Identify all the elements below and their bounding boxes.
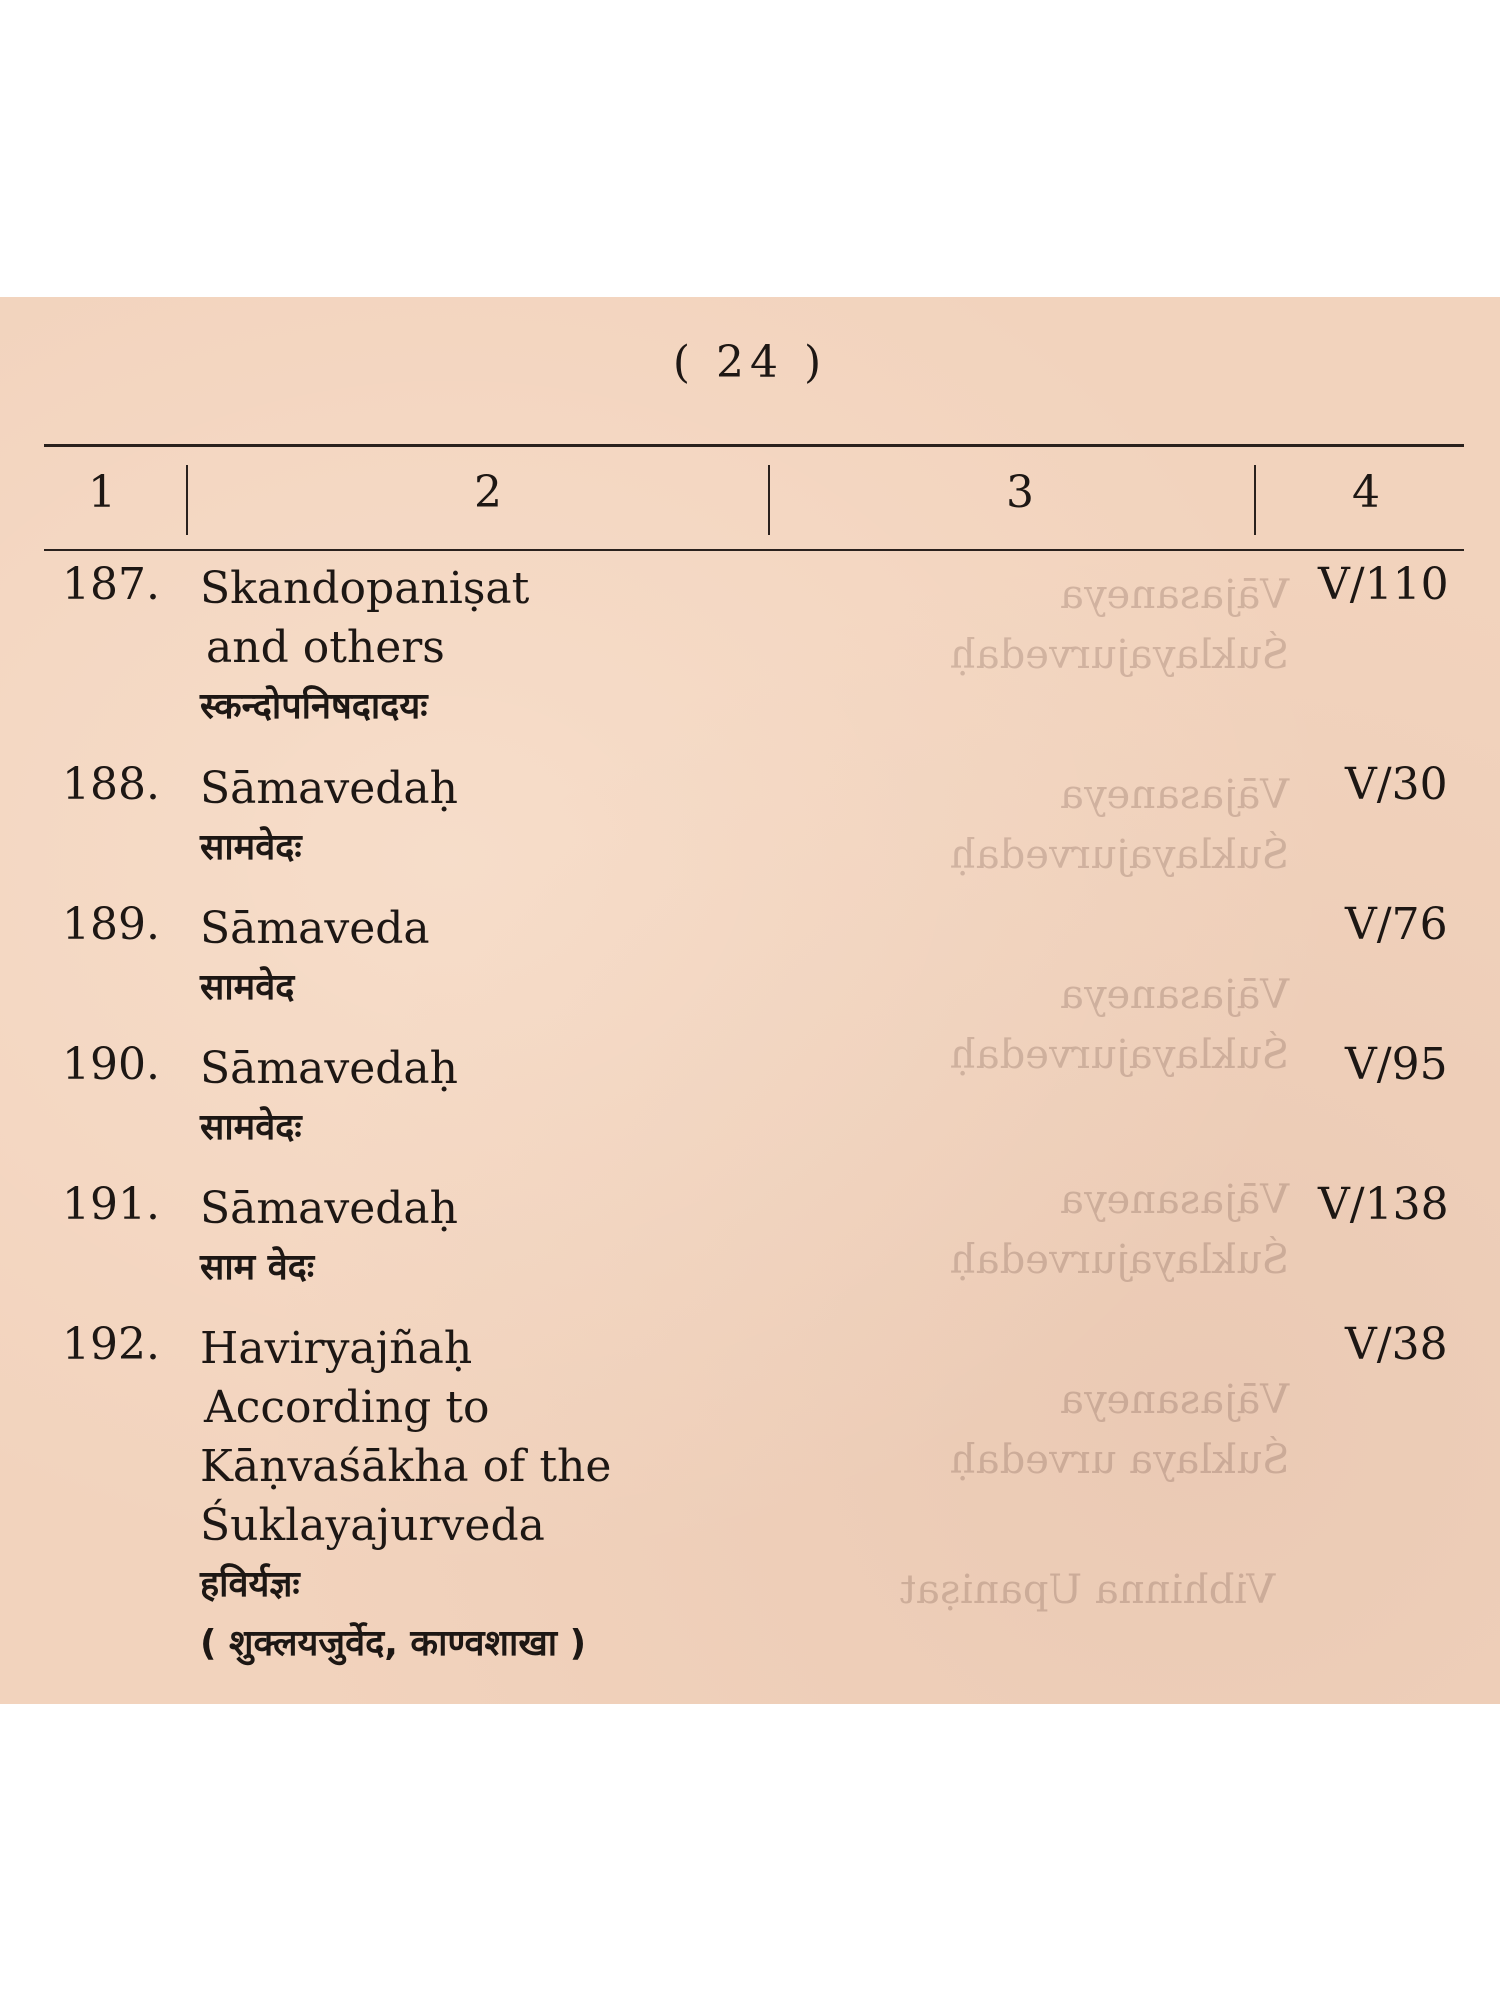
entry-title-line: Sāmavedaḥ — [200, 1043, 458, 1094]
entry-reference: V/95 — [1345, 1039, 1448, 1090]
entry-number: 190. — [62, 1039, 160, 1090]
entry-title-line: According to — [204, 1382, 490, 1433]
column-header-4: 4 — [1352, 467, 1380, 518]
bleedthrough-text: Śuklayajurvedaḥ — [950, 1237, 1290, 1283]
entry-title — [200, 1039, 458, 1157]
entry-title — [200, 1179, 458, 1297]
table-header-rule — [44, 549, 1464, 551]
entry-number: 192. — [62, 1319, 160, 1370]
column-header-1: 1 — [88, 467, 116, 518]
bleedthrough-text: Vibhinna Upaniṣat — [900, 1567, 1276, 1613]
entry-title — [200, 899, 430, 1017]
entry-title-line: Sāmavedaḥ — [200, 1183, 458, 1234]
column-divider — [1254, 465, 1256, 535]
bleedthrough-text: Vājasaneya — [1060, 772, 1290, 818]
bleedthrough-text: Śuklayajurvedaḥ — [950, 832, 1290, 878]
entry-title-devanagari: सामवेदः — [200, 1107, 302, 1148]
entry-number: 188. — [62, 759, 160, 810]
bleedthrough-text: Vājasaneya — [1060, 572, 1290, 618]
entry-title-line: Śuklayajurveda — [200, 1500, 545, 1551]
entry-reference: V/30 — [1345, 759, 1448, 810]
entry-title — [200, 559, 529, 736]
entry-title-line: Sāmaveda — [200, 903, 430, 954]
entry-number: 189. — [62, 899, 160, 950]
entry-reference: V/138 — [1318, 1179, 1449, 1230]
entry-reference: V/76 — [1345, 899, 1448, 950]
entry-title-devanagari: हविर्यज्ञः — [200, 1564, 300, 1605]
column-header-2: 2 — [474, 467, 502, 518]
bleedthrough-text: Vājasaneya — [1060, 1377, 1290, 1423]
entry-title — [200, 1319, 611, 1673]
entry-title-devanagari: सामवेद — [200, 967, 295, 1008]
entry-title-devanagari: स्कन्दोपनिषदादयः — [200, 686, 428, 727]
bleedthrough-text: Vājasaneya — [1060, 1177, 1290, 1223]
bleedthrough-text: Vājasaneya — [1060, 972, 1290, 1018]
table-top-rule — [44, 444, 1464, 447]
bleedthrough-text: Śuklayajurvedaḥ — [950, 1032, 1290, 1078]
entry-title-line: Skandopaniṣat — [200, 563, 530, 614]
entry-title-line: Kāṇvaśākha of the — [200, 1441, 612, 1492]
entry-title-line: Sāmavedaḥ — [200, 763, 458, 814]
entry-title-line: and others — [206, 622, 445, 673]
entry-title — [200, 759, 458, 877]
bleedthrough-text: Śuklayajurvedaḥ — [950, 632, 1290, 678]
entry-title-devanagari: साम वेदः — [200, 1247, 315, 1288]
bleedthrough-text: Śuklaya urvedaḥ — [950, 1437, 1290, 1483]
entry-reference: V/110 — [1318, 559, 1449, 610]
column-divider — [768, 465, 770, 535]
entry-reference: V/38 — [1345, 1319, 1448, 1370]
entry-number: 191. — [62, 1179, 160, 1230]
entry-title-devanagari: सामवेदः — [200, 827, 302, 868]
entry-title-line: Haviryajñaḥ — [200, 1323, 473, 1374]
page-number: ( 24 ) — [672, 337, 828, 388]
book-page — [0, 297, 1500, 1704]
entry-number: 187. — [62, 559, 160, 610]
entry-title-devanagari: ( शुक्लयजुर्वेद, काण्वशाखा ) — [200, 1623, 587, 1664]
column-divider — [186, 465, 188, 535]
column-header-3: 3 — [1006, 467, 1034, 518]
